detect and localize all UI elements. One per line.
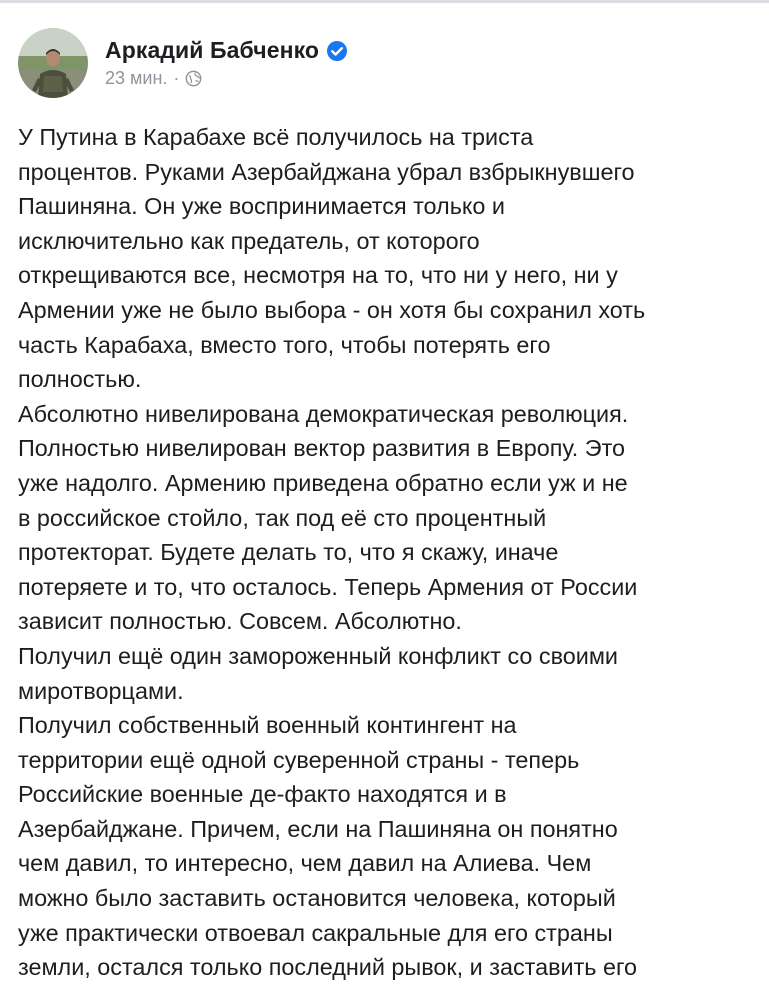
globe-icon[interactable] bbox=[185, 70, 202, 87]
post-text-line: в российское стойло, так под её сто процентный bbox=[18, 504, 547, 531]
post-meta bbox=[105, 37, 348, 89]
post-text-line: полностью. bbox=[18, 366, 142, 393]
post-text-line: Полностью нивелирован вектор развития в Европу. Это bbox=[18, 435, 626, 462]
post-timestamp[interactable]: 23 мин. bbox=[105, 68, 168, 88]
facebook-post bbox=[0, 3, 769, 981]
post-body bbox=[18, 120, 758, 985]
post-text-line: можно было заставить остановится человека, который bbox=[18, 885, 616, 912]
post-text-line: уже надолго. Армению приведена обратно если уж и не bbox=[18, 469, 628, 496]
post-text-line: Армении уже не было выбора - он хотя бы сохранил хоть bbox=[18, 296, 646, 323]
verified-badge-icon bbox=[326, 40, 348, 62]
post-time-row bbox=[105, 68, 348, 89]
post-text-line: протекторат. Будете делать то, что я скажу, иначе bbox=[18, 539, 559, 566]
author-name[interactable]: Аркадий Бабченко bbox=[105, 37, 320, 63]
post-text-line: земли, остался только последний рывок, и заставить его bbox=[18, 954, 638, 981]
author-avatar[interactable] bbox=[18, 28, 88, 98]
post-text-line: Получил ещё один замороженный конфликт со своими bbox=[18, 642, 619, 669]
post-header bbox=[18, 27, 348, 99]
post-text-line: Азербайджане. Причем, если на Пашиняна он понятно bbox=[18, 815, 618, 842]
post-text-line: потеряете и то, что осталось. Теперь Армения от России bbox=[18, 573, 638, 600]
post-text-line: Пашиняна. Он уже воспринимается только и bbox=[18, 193, 505, 220]
post-text-line: исключительно как предатель, от которого bbox=[18, 227, 480, 254]
post-text-line: миротворцами. bbox=[18, 677, 184, 704]
post-text-line: территории ещё одной суверенной страны - теперь bbox=[18, 746, 580, 773]
post-text-line: Получил собственный военный контингент на bbox=[18, 712, 517, 739]
post-text-line: процентов. Руками Азербайджана убрал взбрыкнувшего bbox=[18, 158, 635, 185]
post-text-line: уже практически отвоевал сакральные для его страны bbox=[18, 919, 613, 946]
post-text-line: открещиваются все, несмотря на то, что ни у него, ни у bbox=[18, 262, 618, 289]
meta-separator: · bbox=[173, 68, 180, 88]
post-text-line: Российские военные де-факто находятся и в bbox=[18, 781, 507, 808]
post-text-line: часть Карабаха, вместо того, чтобы потерять его bbox=[18, 331, 551, 358]
post-text-line: У Путина в Карабахе всё получилось на триста bbox=[18, 124, 534, 150]
post-text-line: Абсолютно нивелирована демократическая революция. bbox=[18, 400, 629, 427]
post-text-line: зависит полностью. Совсем. Абсолютно. bbox=[18, 608, 462, 635]
author-row bbox=[105, 37, 348, 64]
post-text-line: чем давил, то интересно, чем давил на Алиева. Чем bbox=[18, 850, 592, 877]
